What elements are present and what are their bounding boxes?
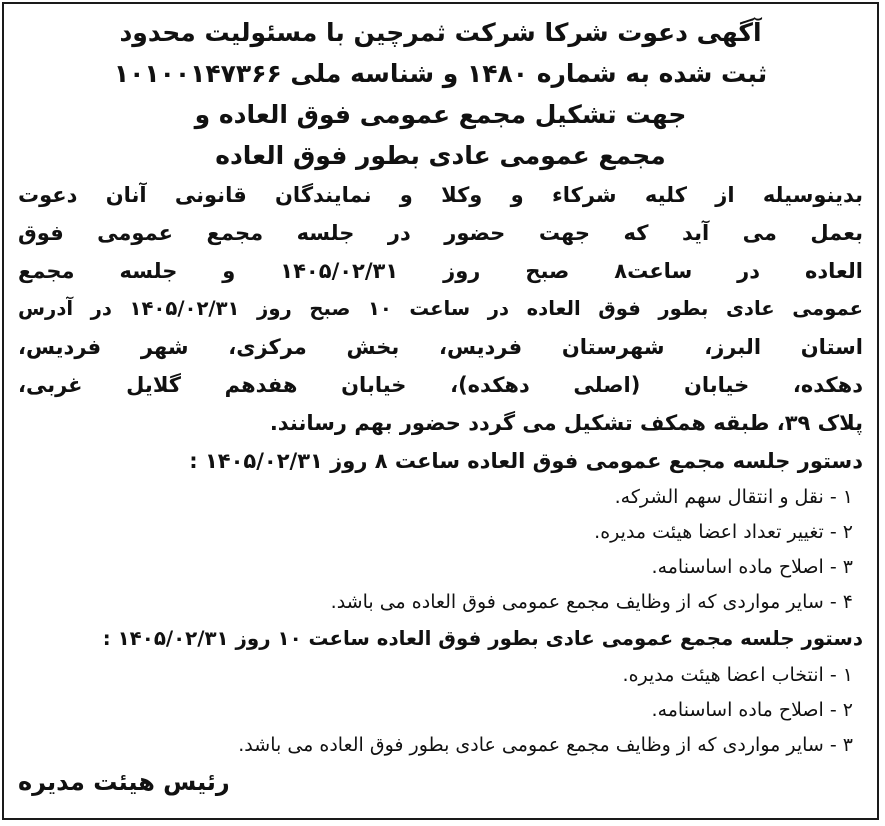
- agenda-extraordinary-item-4: ۴ - سایر مواردی که از وظایف مجمع عمومی فوق العاده می باشد.: [330, 591, 853, 613]
- notice-frame: [2, 2, 879, 820]
- agenda-extraordinary-heading: دستور جلسه مجمع عمومی فوق العاده ساعت ۸ روز ۱۴۰۵/۰۲/۳۱ :: [189, 449, 863, 473]
- invitation-line-6: دهکده، خیابان (اصلی دهکده)، خیابان هفدهم گلایل غربی،: [18, 373, 863, 397]
- notice-title-line-3: جهت تشکیل مجمع عمومی فوق العاده و: [194, 100, 687, 129]
- agenda-extraordinary-item-1: ۱ - نقل و انتقال سهم الشرکه.: [614, 486, 853, 508]
- notice-title-line-2: ثبت شده به شماره ۱۴۸۰ و شناسه ملی ۱۰۱۰۰۱۴۷۳۶۶: [113, 59, 768, 88]
- invitation-line-7: پلاک ۳۹، طبقه همکف تشکیل می گردد حضور بهم رسانند.: [269, 411, 863, 435]
- agenda-ordinary-heading: دستور جلسه مجمع عمومی عادی بطور فوق العاده ساعت ۱۰ روز ۱۴۰۵/۰۲/۳۱ :: [102, 627, 863, 650]
- agenda-ordinary-item-1: ۱ - انتخاب اعضا هیئت مدیره.: [622, 664, 853, 686]
- invitation-line-2: بعمل می آید که جهت حضور در جلسه مجمع عمومی فوق: [18, 221, 863, 245]
- signature-line: [18, 763, 863, 801]
- agenda-ordinary-item-3: ۳ - سایر مواردی که از وظایف مجمع عمومی عادی بطور فوق العاده می باشد.: [238, 734, 853, 756]
- agenda-extraordinary-item-2: ۲ - تغییر تعداد اعضا هیئت مدیره.: [594, 521, 853, 543]
- notice-content: [18, 12, 863, 812]
- agenda-extraordinary-item-3: ۳ - اصلاح ماده اساسنامه.: [651, 556, 853, 578]
- invitation-line-3: العاده در ساعت۸ صبح روز ۱۴۰۵/۰۲/۳۱ و جلسه مجمع: [18, 259, 863, 283]
- invitation-paragraph: [18, 176, 863, 442]
- notice-title-line-4: مجمع عمومی عادی بطور فوق العاده: [215, 141, 666, 170]
- invitation-line-5: استان البرز، شهرستان فردیس، بخش مرکزی، شهر فردیس،: [18, 335, 863, 359]
- signature-board-chairman: رئیس هیئت مدیره: [18, 768, 230, 796]
- invitation-line-4: عمومی عادی بطور فوق العاده در ساعت ۱۰ صبح روز ۱۴۰۵/۰۲/۳۱ در آدرس: [18, 297, 863, 320]
- notice-title-line-1: آگهی دعوت شرکا شرکت ثمرچین با مسئولیت محدود: [119, 18, 762, 47]
- invitation-line-1: بدینوسیله از کلیه شرکاء و وکلا و نمایندگان قانونی آنان دعوت: [18, 183, 863, 207]
- agenda-ordinary-item-2: ۲ - اصلاح ماده اساسنامه.: [651, 699, 853, 721]
